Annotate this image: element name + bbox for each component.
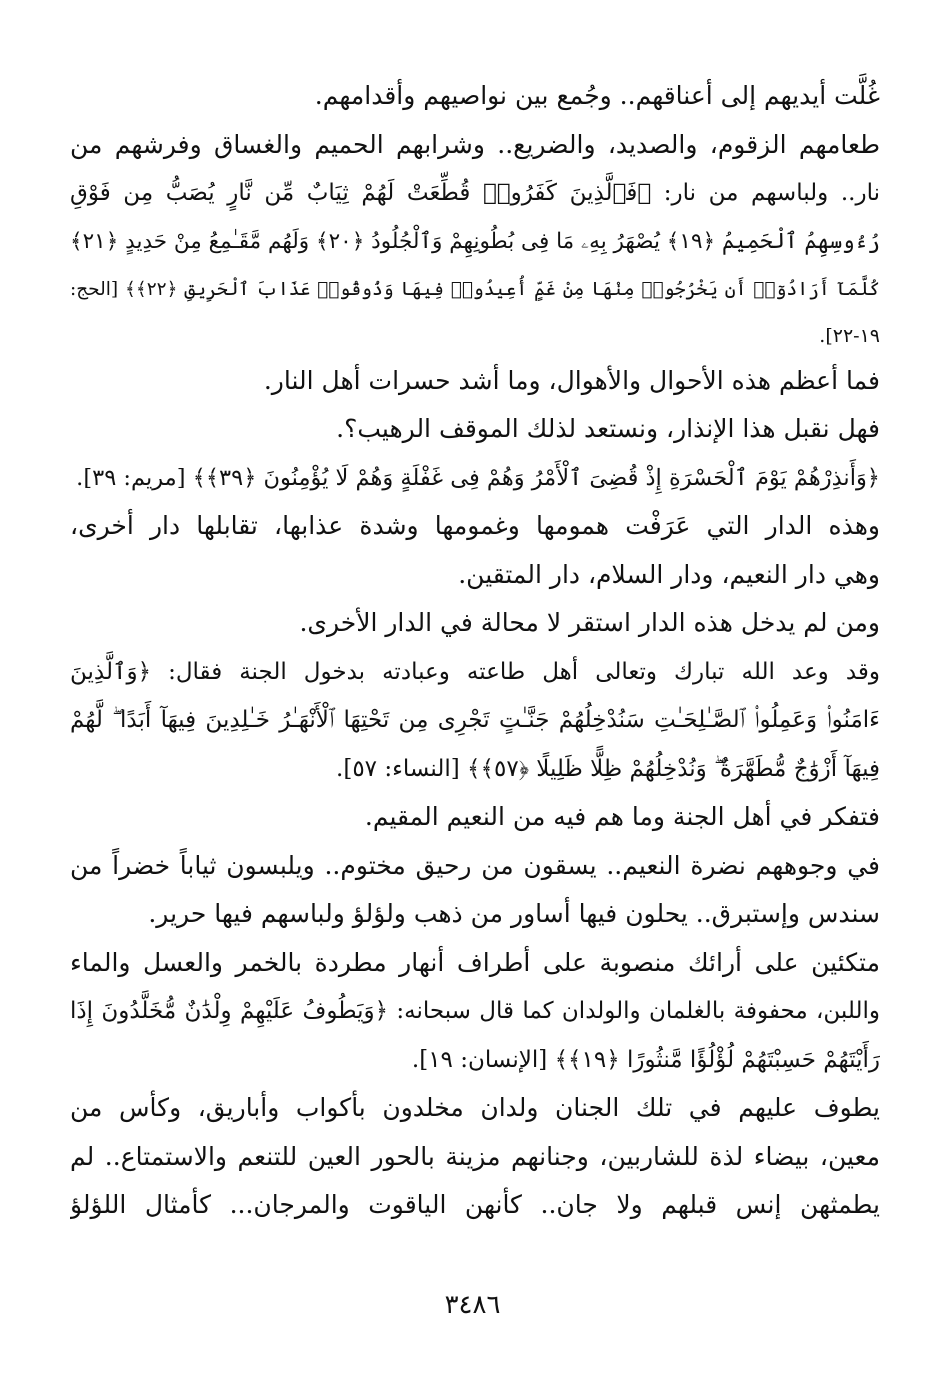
- text-line: فهل نقبل هذا الإنذار، ونستعد لذلك الموقف الرهيب؟.: [336, 414, 880, 443]
- text-line: وهي دار النعيم، ودار السلام، دار المتقين.: [458, 559, 880, 589]
- quran-verse-line: رُءُوسِهِمُ ٱلْحَمِيمُ ﴿١٩﴾ يُصْهَرُ بِهِۦ مَا فِى بُطُونِهِمْ وَٱلْجُلُودُ ﴿٢٠﴾ وَلَهُم مَّقَـٰمِعُ مِنْ حَدِيدٍ ﴿٢١﴾: [70, 228, 880, 254]
- text-line: نار.. ولباسهم من نار: ﴿فَٱلَّذِينَ كَفَرُوا۟ قُطِّعَتْ لَهُمْ ثِيَابٌ مِّن نَّارٍ يُصَبُّ مِن فَوْقِ: [70, 180, 880, 206]
- text-line: سندس وإستبرق.. يحلون فيها أساور من ذهب ولؤلؤ ولباسهم فيها حرير.: [148, 899, 880, 928]
- text-line: فتفكر في أهل الجنة وما هم فيه من النعيم المقيم.: [364, 802, 880, 831]
- text-line: معين، بيضاء لذة للشاربين، وجنانهم مزينة بالحور العين للتنعم والاستمتاع.. لم: [70, 1141, 880, 1171]
- text-line: يطوف عليهم في تلك الجنان ولدان مخلدون بأكواب وأباريق، وكأس من: [70, 1093, 880, 1122]
- text-line: وقد وعد الله تبارك وتعالى أهل طاعته وعبادته بدخول الجنة فقال: ﴿وَٱلَّذِينَ: [70, 658, 880, 685]
- text-line: فما أعظم هذه الأحوال والأهوال، وما أشد حسرات أهل النار.: [263, 365, 880, 395]
- text-line: متكئين على أرائك منصوبة على أطراف أنهار مطردة بالخمر والعسل والماء: [70, 947, 880, 977]
- text-line: في وجوههم نضرة النعيم.. يسقون من رحيق مختوم.. ويلبسون ثياباً خضراً من: [70, 850, 880, 880]
- quran-verse-line: كُلَّمَآ أَرَادُوٓا۟ أَن يَخْرُجُوا۟ مِنْهَا مِنْ غَمٍّ أُعِيدُوا۟ فِيهَا وَذُوقُوا۟ عَذَابَ ٱلْحَرِيقِ ﴿٢٢﴾﴾ [الحج:: [70, 279, 880, 300]
- text-line: يطمثهن إنس قبلهم ولا جان.. كأنهن الياقوت والمرجان... كأمثال اللؤلؤ: [70, 1190, 880, 1219]
- text-line: واللبن، محفوفة بالغلمان والولدان كما قال سبحانه: ﴿وَيَطُوفُ عَلَيْهِمْ وِلْدَٰنٌ مُّخَلَّدُونَ إِذَا: [70, 998, 880, 1024]
- quran-verse-line: ءَامَنُوا۟ وَعَمِلُوا۟ ٱلصَّـٰلِحَـٰتِ سَنُدْخِلُهُمْ جَنَّـٰتٍ تَجْرِى مِن تَحْتِهَا ٱلْأَنْهَـٰرُ خَـٰلِدِينَ فِيهَآ أَبَدًا ۖ لَّهُمْ: [70, 707, 880, 733]
- page-number: ٣٤٨٦: [444, 1290, 501, 1320]
- text-line: طعامهم الزقوم، والصديد، والضريع.. وشرابهم الحميم والغساق وفرشهم من: [70, 129, 880, 159]
- quran-verse-line: فِيهَآ أَزْوَٰجٌ مُّطَهَّرَةٌ ۖ وَنُدْخِلُهُمْ ظِلًّا ظَلِيلًا ﴿٥٧﴾﴾ [النساء: ٥٧].: [336, 755, 880, 782]
- page-body: [70, 72, 880, 1230]
- quran-verse-line: ﴿وَأَنذِرْهُمْ يَوْمَ ٱلْحَسْرَةِ إِذْ قُضِىَ ٱلْأَمْرُ وَهُمْ فِى غَفْلَةٍ وَهُمْ لَا يُؤْمِنُونَ ﴿٣٩﴾﴾ [مريم: ٣٩].: [76, 464, 880, 491]
- quran-verse-line: رَأَيْتَهُمْ حَسِبْتَهُمْ لُؤْلُؤًا مَّنثُورًا ﴿١٩﴾﴾ [الإنسان: ١٩].: [411, 1046, 880, 1073]
- text-line: ومن لم يدخل هذه الدار استقر لا محالة في الدار الأخرى.: [299, 608, 880, 637]
- text-line: وهذه الدار التي عَرَفْت همومها وغمومها وشدة عذابها، تقابلها دار أخرى،: [70, 511, 880, 540]
- text-line: غُلَّت أيديهم إلى أعناقهم.. وجُمع بين نواصيهم وأقدامهم.: [314, 81, 880, 110]
- verse-reference: ١٩-٢٢].: [819, 324, 880, 347]
